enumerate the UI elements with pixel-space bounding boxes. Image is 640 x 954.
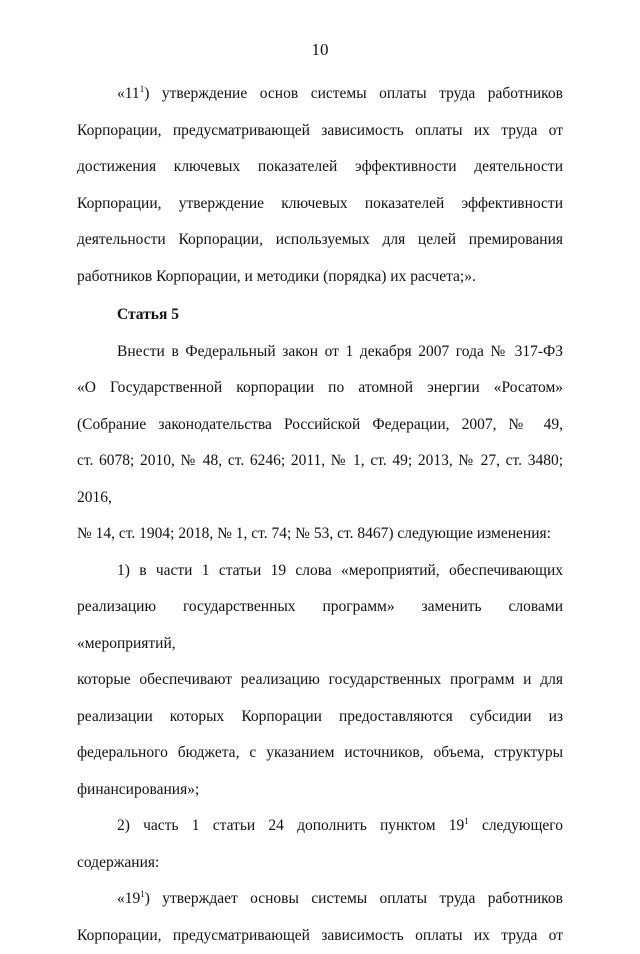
paragraph-line: Корпорации, предусматривающей зависимость оплаты их труда от — [77, 918, 563, 954]
paragraph-line — [77, 808, 563, 845]
paragraph-line: ст. 6078; 2010, № 48, ст. 6246; 2011, № 1, ст. 49; 2013, № 27, ст. 3480; 2016, — [77, 443, 563, 516]
paragraph-line — [77, 76, 563, 113]
paragraph-line: 1) в части 1 статьи 19 слова «мероприятий, обеспечивающих — [77, 553, 563, 590]
document-body — [77, 76, 563, 954]
paragraph-line: реализацию государственных программ» заменить словами «мероприятий, — [77, 589, 563, 662]
text-fragment: «11 — [117, 85, 140, 102]
superscript: 1 — [140, 889, 145, 899]
paragraph-line: реализации которых Корпорации предоставляются субсидии из — [77, 699, 563, 736]
paragraph-line: содержания: — [77, 845, 563, 882]
paragraph-line: (Собрание законодательства Российской Федерации, 2007, № 49, — [77, 407, 563, 444]
text-fragment: ) утверждает основы системы оплаты труда работников — [145, 890, 563, 907]
superscript: 1 — [140, 84, 145, 94]
paragraph-line: работников Корпорации, и методики (порядка) их расчета;». — [77, 259, 563, 296]
paragraph-line — [77, 881, 563, 918]
page-number: 10 — [0, 40, 640, 60]
text-fragment: ) утверждение основ системы оплаты труда работников — [144, 85, 563, 102]
paragraph-line: «О Государственной корпорации по атомной энергии «Росатом» — [77, 370, 563, 407]
paragraph-line: которые обеспечивают реализацию государственных программ и для — [77, 662, 563, 699]
article-heading: Статья 5 — [77, 297, 563, 334]
text-fragment: следующего — [469, 817, 563, 834]
paragraph-line: достижения ключевых показателей эффективности деятельности — [77, 149, 563, 186]
text-fragment: 2) часть 1 статьи 24 дополнить пунктом 19 — [117, 817, 464, 834]
superscript: 1 — [464, 816, 469, 826]
paragraph-line: федерального бюджета, с указанием источников, объема, структуры — [77, 735, 563, 772]
paragraph-line: Корпорации, предусматривающей зависимость оплаты их труда от — [77, 113, 563, 150]
paragraph-line: Внести в Федеральный закон от 1 декабря 2007 года № 317-ФЗ — [77, 334, 563, 371]
paragraph-line: Корпорации, утверждение ключевых показателей эффективности — [77, 186, 563, 223]
paragraph-line: № 14, ст. 1904; 2018, № 1, ст. 74; № 53, ст. 8467) следующие изменения: — [77, 516, 563, 553]
paragraph-line: деятельности Корпорации, используемых для целей премирования — [77, 222, 563, 259]
text-fragment: «19 — [117, 890, 140, 907]
paragraph-line: финансирования»; — [77, 772, 563, 809]
